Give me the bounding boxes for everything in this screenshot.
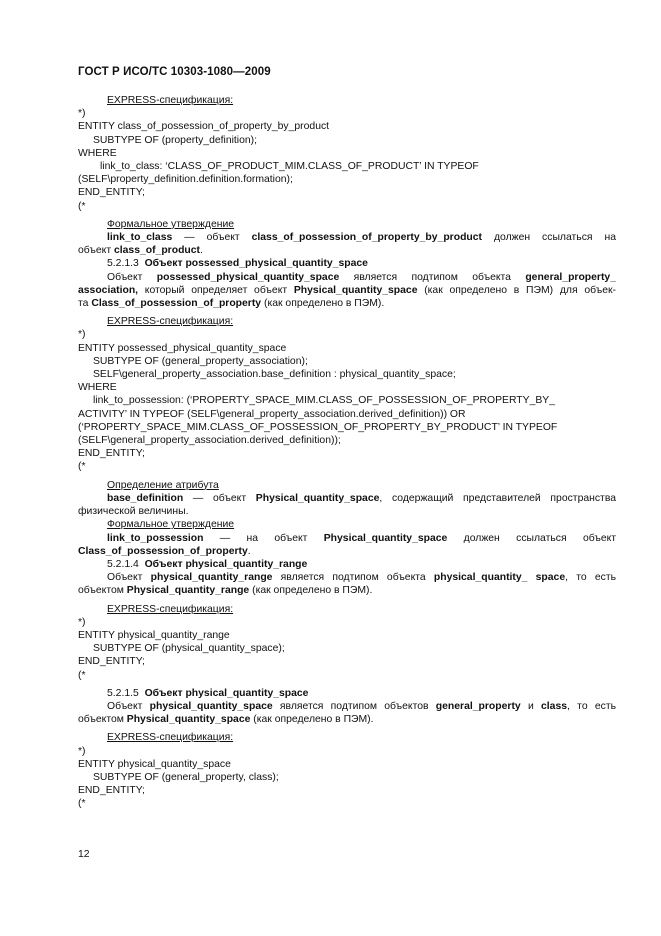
comment-open: (*: [78, 798, 86, 810]
formal-proposition-text: link_to_class — объект class_of_possession_of_property_by_product должен ссылаться на: [107, 232, 616, 244]
end-entity: END_ENTITY;: [78, 448, 145, 460]
end-entity: END_ENTITY;: [78, 656, 145, 668]
end-entity: END_ENTITY;: [78, 785, 145, 797]
where-rule-cont: (‘PROPERTY_SPACE_MIM.CLASS_OF_POSSESSION_OF_PROPERTY_BY_PRODUCT’ IN TYPEOF: [78, 421, 558, 433]
section-text: Объект possessed_physical_quantity_space является подтипом объекта general_property_: [107, 271, 616, 283]
where-rule-cont: ACTIVITY’ IN TYPEOF (SELF\general_property_association.derived_definition)) OR: [78, 408, 466, 420]
where-rule-cont: (SELF\general_property_association.derived_definition));: [78, 435, 341, 447]
subtype-clause: SUBTYPE OF (physical_quantity_space);: [93, 643, 285, 655]
section-text: Объект physical_quantity_range является подтипом объекта physical_quantity_ space, то есть: [107, 572, 617, 584]
section-heading: 5.2.1.3 Объект possessed_physical_quantity_space: [107, 258, 368, 270]
formal-proposition-label: Формальное утверждение: [107, 218, 235, 230]
comment-close: *): [78, 108, 86, 120]
comment-close: *): [78, 745, 86, 757]
entity-declaration: ENTITY physical_quantity_space: [78, 758, 231, 770]
end-entity: END_ENTITY;: [78, 187, 145, 199]
express-spec-label: EXPRESS-спецификация:: [107, 316, 234, 328]
section-heading: 5.2.1.4 Объект physical_quantity_range: [107, 558, 308, 570]
formal-proposition-text: link_to_possession — на объект Physical_quantity_space должен ссылаться объект: [107, 532, 617, 544]
attribute-redeclaration: SELF\general_property_association.base_definition : physical_quantity_space;: [93, 369, 456, 381]
subtype-clause: SUBTYPE OF (general_property, class);: [93, 771, 279, 783]
attribute-definition-label: Определение атрибута: [107, 479, 219, 491]
where-clause: WHERE: [78, 382, 117, 394]
page-number: 12: [78, 849, 90, 860]
subtype-clause: SUBTYPE OF (property_definition);: [93, 134, 258, 146]
where-rule-cont: (SELF\property_definition.definition.formation);: [78, 174, 293, 186]
document-body: EXPRESS-спецификация: *) ENTITY class_of_possession_of_property_by_product SUBTYPE OF (property_definition); WHERE link_to_class: ‘CLASS_OF_PRODUCT_MIM.CLASS_OF_PRODUCT’ IN TYPEOF (SELF\property_definition.definition.formation); END_ENTITY; (* Формальное утверждение link_to_class — объект class_of_possession_of_property_by_product должен ссылаться на объект class_of_product. 5.2.1.3 Объект possessed_physical_quantity_space Объект possessed_physical_quantity_space является подтипом объекта general_property_ association, который определяет объект Physical_quantity_space (как определено в ПЭМ) для объек- та Class_of_possession_of_property (как определено в ПЭМ). EXPRESS-спецификация: *) ENTITY possessed_physical_quantity_space SUBTYPE OF (general_property_association); SELF\general_property_association.base_definition : physical_quantity_space; WHERE link_to_possession: (‘PROPERTY_SPACE_MIM.CLASS_OF_POSSESSION_OF_PROPERTY_BY_ ACTIVITY’ IN TYPEOF (SELF\general_property_association.derived_definition)) OR (‘PROPERTY_SPACE_MIM.CLASS_OF_POSSESSION_OF_PROPERTY_BY_PRODUCT’ IN TYPEOF (SELF\general_property_association.derived_definition)); END_ENTITY; (* Определение атрибута base_definition — объект Physical_quantity_space, содержащий представителей пространства физической величины. Формальное утверждение link_to_possession — на объект Physical_quantity_space должен ссылаться объект Class_of_possession_of_property. 5.2.1.4 Объект physical_quantity_range Объект physical_quantity_range является подтипом объекта physical_quantity_ space, то есть объектом Physical_quantity_range (как определено в ПЭМ). EXPRESS-спецификация: *) ENTITY physical_quantity_range SUBTYPE OF (physical_quantity_space); END_ENTITY; (* 5.2.1.5 Объект physical_quantity_space Объект physical_quantity_space является подтипом объектов general_property и class, то есть объектом Physical_quantity_space (как определено в ПЭМ). EXPRESS-спецификация: *) ENTITY physical_quantity_space SUBTYPE OF (general_property, class); END_ENTITY; (*: [78, 95, 617, 810]
entity-declaration: ENTITY physical_quantity_range: [78, 629, 230, 641]
entity-declaration: ENTITY possessed_physical_quantity_space: [78, 342, 287, 354]
comment-open: (*: [78, 669, 86, 681]
express-spec-label: EXPRESS-спецификация:: [107, 95, 234, 106]
attribute-definition-text: base_definition — объект Physical_quantity_space, содержащий представителей пространства: [107, 492, 616, 504]
comment-open: (*: [78, 200, 86, 212]
section-text: Объект physical_quantity_space является подтипом объектов general_property и class, то есть: [107, 700, 616, 712]
where-clause: WHERE: [78, 147, 117, 159]
express-spec-label: EXPRESS-спецификация:: [107, 732, 234, 744]
comment-close: *): [78, 616, 86, 628]
where-rule: link_to_possession: (‘PROPERTY_SPACE_MIM.CLASS_OF_POSSESSION_OF_PROPERTY_BY_: [93, 395, 555, 407]
comment-close: *): [78, 329, 86, 341]
section-heading: 5.2.1.5 Объект physical_quantity_space: [107, 687, 309, 699]
entity-declaration: ENTITY class_of_possession_of_property_by_product: [78, 121, 330, 133]
express-spec-label: EXPRESS-спецификация:: [107, 603, 234, 615]
subtype-clause: SUBTYPE OF (general_property_association);: [93, 355, 308, 367]
comment-open: (*: [78, 461, 86, 473]
document-header: ГОСТ Р ИСО/ТС 10303-1080—2009: [78, 66, 271, 78]
formal-proposition-label: Формальное утверждение: [107, 519, 235, 531]
where-rule: link_to_class: ‘CLASS_OF_PRODUCT_MIM.CLASS_OF_PRODUCT’ IN TYPEOF: [100, 161, 479, 173]
